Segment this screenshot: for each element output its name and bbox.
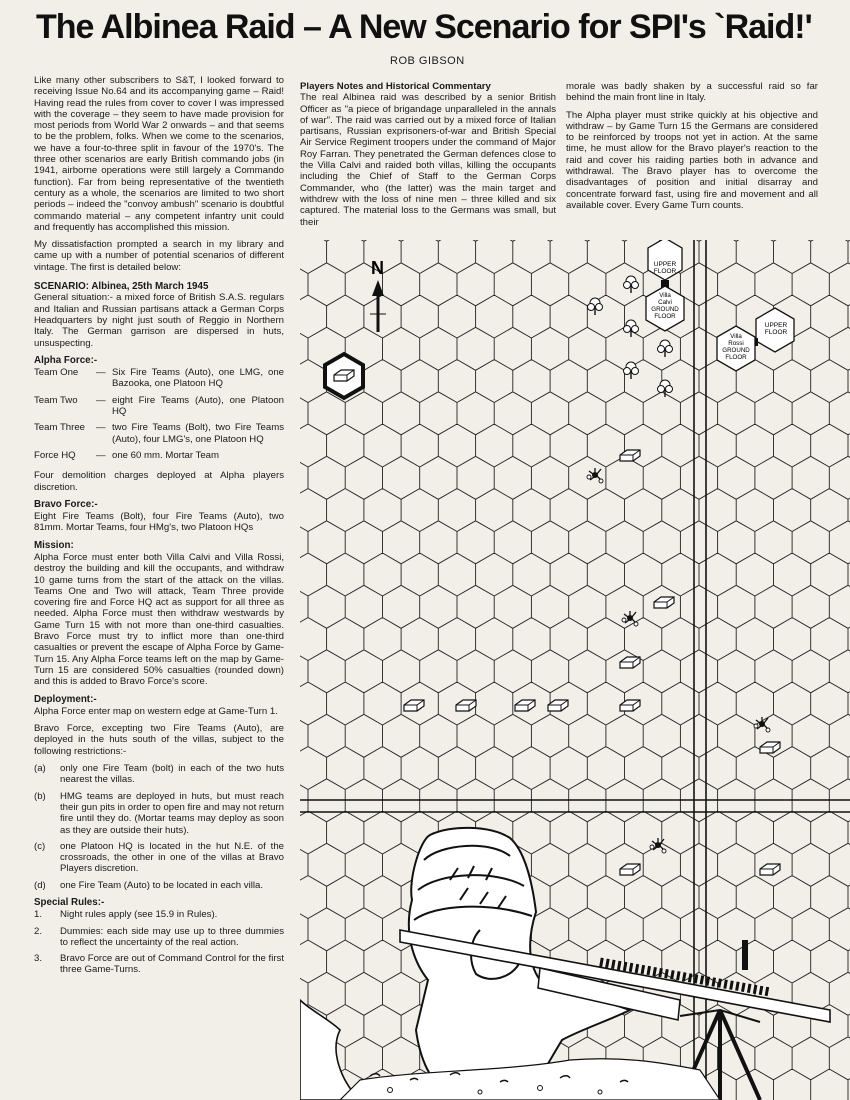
item-text: one Platoon HQ is located in the hut N.E. of the crossroads, the other in one of the villas at Bravo Players discretion. <box>60 840 284 875</box>
alpha-force-heading: Alpha Force:- <box>34 354 98 366</box>
item-key: 3. <box>34 953 43 965</box>
item-key: 2. <box>34 925 43 937</box>
list-item <box>34 909 284 920</box>
bravo-force-text: Eight Fire Teams (Bolt), four Fire Teams (Auto), two 81mm. Mortar Teams, four HMg's, two Platoon HQs <box>34 511 284 534</box>
alpha-force-table <box>34 367 284 466</box>
deployment-list <box>34 763 284 891</box>
list-item <box>34 953 284 976</box>
villa-label: Villa Rossi GROUND FLOOR <box>722 333 750 361</box>
team-name: Force HQ <box>34 449 76 461</box>
item-key: (c) <box>34 840 46 852</box>
dash: — <box>96 367 106 379</box>
commentary-text: The real Albinea raid was described by a senior British Officer as "a piece of brigandage unparalleled in the annals of war". The raid was carried out by a mixed force of Italian partisans, Russian exprisoners-of-war and British Special Air Service Regiment troopers under the command of Major Roy Farran. They penetrated the German defences close to the Villa Calvi and raided both villas, killing the occupants including the Chief of Staff to the German Corps Commander, who (the latter) was the main target and withdrew with the loss of nine men – three killed and six captured. The material loss to the Germans was small, but their <box>300 92 556 228</box>
article-title: The Albinea Raid – A New Scenario for SPI's `Raid!' <box>36 8 812 46</box>
column-middle <box>300 81 556 234</box>
team-name: Team Three <box>34 422 86 434</box>
intro-paragraph: My dissatisfaction prompted a search in my library and came up with a number of potential scenarios of different vintage. The first is detailed below: <box>34 239 284 273</box>
list-item <box>34 841 284 875</box>
scenario-heading: SCENARIO: Albinea, 25th March 1945 <box>34 281 209 293</box>
item-text: one Fire Team (Auto) to be located in each villa. <box>60 879 263 891</box>
team-name: Team One <box>34 367 79 379</box>
dash: — <box>96 422 106 434</box>
team-desc: Six Fire Teams (Auto), one LMG, one Bazooka, one Platoon HQ <box>112 367 284 390</box>
bravo-force-heading: Bravo Force:- <box>34 498 98 510</box>
item-key: 1. <box>34 909 43 921</box>
hex-map <box>300 240 850 1100</box>
item-text: Bravo Force are out of Command Control for the first three Game-Turns. <box>60 953 284 976</box>
deployment-text: Bravo Force, excepting two Fire Teams (Auto), are deployed in the huts south of the villas, subject to the following restrictions:- <box>34 723 284 757</box>
deployment-heading: Deployment:- <box>34 693 97 705</box>
column-right <box>566 81 818 217</box>
item-text: only one Fire Team (bolt) in each of the two huts nearest the villas. <box>60 763 284 786</box>
villa-label: UPPER FLOOR <box>764 322 788 336</box>
force-row <box>34 367 284 395</box>
team-name: Team Two <box>34 394 78 406</box>
list-item <box>34 791 284 836</box>
item-text: Night rules apply (see 15.9 in Rules). <box>60 909 218 921</box>
team-desc: two Fire Teams (Bolt), two Fire Teams (Auto), four LMG's, one Platoon HQ <box>112 422 284 445</box>
list-item <box>34 763 284 786</box>
mission-text: Alpha Force must enter both Villa Calvi and Villa Rossi, destroy the building and kill the occupants, and withdraw 10 game turns from the start of the attack on the villas. Teams One and Two will attack, Team Three provide covering fire and Force HQ act as support for all three as needed. Alpha Force must then withdraw westwards by Game Turn 15 with not more than one-third casualties. Bravo Force must try to inflict more than one-third casualties or prevent the escape of Alpha Force by Game-Turn 15. Any Alpha Force teams left on the map by Game-Turn 15 are considered 50% casualties (rounded down) and this is added to Bravo Force's score. <box>34 551 284 688</box>
force-row <box>34 422 284 450</box>
commentary-continued: morale was badly shaken by a successful raid so far behind the main front line in Italy. <box>566 81 818 104</box>
special-rules-heading: Special Rules:- <box>34 897 105 908</box>
list-item <box>34 926 284 949</box>
mission-heading: Mission: <box>34 539 74 551</box>
item-key: (d) <box>34 879 46 891</box>
north-label: N <box>371 258 384 278</box>
team-desc: one 60 mm. Mortar Team <box>112 449 219 461</box>
item-key: (a) <box>34 763 46 775</box>
dash: — <box>96 394 106 406</box>
item-text: Dummies: each side may use up to three dummies to reflect the uncertainty of the real action. <box>60 925 284 948</box>
item-key: (b) <box>34 790 46 802</box>
item-text: HMG teams are deployed in huts, but must reach their gun pits in order to open fire and may not return fire until they do. (Mortar teams may deploy as soon as they are outside their huts). <box>60 790 284 836</box>
article-author: ROB GIBSON <box>390 55 465 67</box>
alpha-force-note: Four demolition charges deployed at Alpha players discretion. <box>34 470 284 493</box>
commentary-heading: Players Notes and Historical Commentary <box>300 81 491 92</box>
force-row <box>34 450 284 466</box>
dash: — <box>96 449 106 461</box>
special-rules-list <box>34 909 284 975</box>
deployment-text: Alpha Force enter map on western edge at Game-Turn 1. <box>34 705 278 717</box>
force-row <box>34 395 284 423</box>
intro-paragraph: Like many other subscribers to S&T, I looked forward to receiving Issue No.64 and its accompanying game – Raid! Having read the rules from cover to cover I was impressed with the coverage – they seem to have made provision for most periods from World War 2 onwards – and that seems to be the problem, folks. When we come to the scenarios, we have a four-to-three split in favour of the 1970's. The three other scenarios are early British commando jobs (in 1941, airborne operations were still largely a Commando function). Far from being representative of the twentieth century as a whole, the scenarios are limited to two short periods – indeed the "convoy ambush" scenario is doubtful commando material – any competent infantry unit could and frequently has accomplished this mission. <box>34 75 284 233</box>
scenario-situation: General situation:- a mixed force of British S.A.S. regulars and Italian and Russian partisans attack a German Corps Headquarters by night just south of Reggio in Northern Italy. The German garrison are dispersed in huts, unsuspecting. <box>34 292 284 349</box>
villa-label: UPPER FLOOR <box>653 261 677 275</box>
team-desc: eight Fire Teams (Auto), one Platoon HQ <box>112 394 284 418</box>
commentary-continued: The Alpha player must strike quickly at his objective and withdraw – by Game Turn 15 the Germans are considered to be reinforced by troops not yet in action. At the same time, he must allow for the Bravo player's reaction to the raid and cover his raiding parties both in advance and withdrawal. The Bravo player has to overcome the disadvantages of position and initial disarray and concentrate forward fast, using fire and movement and all available cover. Every Game Turn counts. <box>566 109 818 211</box>
column-left <box>34 75 284 981</box>
list-item <box>34 880 284 891</box>
entry-hex-marker <box>325 354 363 398</box>
villa-label: Villa Calvi GROUND FLOOR <box>651 292 679 320</box>
